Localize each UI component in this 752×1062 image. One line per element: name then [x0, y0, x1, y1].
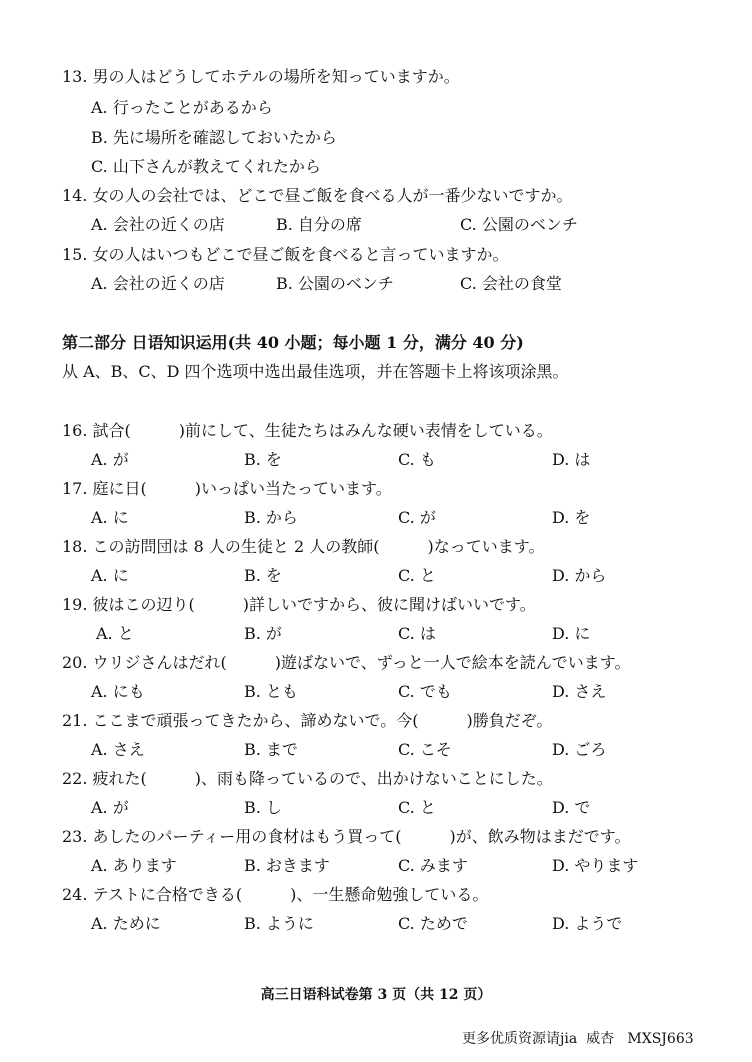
option-24a: A. ために [91, 914, 161, 933]
question-16: 16. 試合( )前にして、生徒たちはみんな硬い表情をしている。 [62, 421, 553, 440]
option-24b: B. ように [244, 914, 314, 933]
option-14c: C. 公園のベンチ [460, 215, 578, 234]
option-24d: D. ようで [552, 914, 623, 933]
option-21a: A. さえ [91, 740, 145, 759]
option-22a: A. が [91, 798, 129, 817]
option-23b: B. おきます [244, 856, 330, 875]
option-19b: B. が [244, 624, 282, 643]
option-17b: B. から [244, 508, 298, 527]
option-13b: B. 先に場所を確認しておいたから [91, 128, 337, 147]
option-18a: A. に [91, 566, 129, 585]
question-13: 13. 男の人はどうしてホテルの場所を知っていますか。 [62, 67, 460, 86]
question-24: 24. テストに合格できる( )、一生懸命勉強している。 [62, 885, 489, 904]
option-19c: C. は [398, 624, 436, 643]
page-footer: 高三日语科试卷第 3 页（共 12 页） [260, 987, 492, 1003]
option-19a: A. と [96, 624, 134, 643]
option-16a: A. が [91, 450, 129, 469]
question-15: 15. 女の人はいつもどこで昼ご飯を食べると言っていますか。 [62, 245, 509, 264]
question-21: 21. ここまで頑張ってきたから、諦めないで。今( )勝負だぞ。 [62, 711, 553, 730]
question-17: 17. 庭に日( )いっぱい当たっています。 [62, 479, 392, 498]
option-20d: D. さえ [552, 682, 607, 701]
option-22b: B. し [244, 798, 282, 817]
question-18: 18. この訪問団は 8 人の生徒と 2 人の教師( )なっています。 [62, 537, 545, 556]
question-19: 19. 彼はこの辺り( )詳しいですから、彼に聞けばいいです。 [62, 595, 536, 614]
option-17a: A. に [91, 508, 129, 527]
option-17d: D. を [552, 508, 591, 527]
option-18b: B. を [244, 566, 282, 585]
option-14b: B. 自分の席 [276, 215, 362, 234]
option-16b: B. を [244, 450, 282, 469]
option-16c: C. も [398, 450, 436, 469]
option-18c: C. と [398, 566, 436, 585]
option-23a: A. あります [91, 856, 177, 875]
option-15b: B. 公園のベンチ [276, 274, 394, 293]
option-18d: D. から [552, 566, 607, 585]
option-21c: C. こそ [398, 740, 452, 759]
option-22d: D. で [552, 798, 591, 817]
promo-text: 更多优质资源请jia 威杏 MXSJ663 [462, 1031, 694, 1047]
option-22c: C. と [398, 798, 436, 817]
option-14a: A. 会社の近くの店 [91, 215, 225, 234]
option-20c: C. でも [398, 682, 452, 701]
question-23: 23. あしたのパーティー用の食材はもう買って( )が、飲み物はまだです。 [62, 827, 631, 846]
option-24c: C. ためで [398, 914, 468, 933]
option-23d: D. やります [552, 856, 639, 875]
option-15a: A. 会社の近くの店 [91, 274, 225, 293]
option-21d: D. ごろ [552, 740, 607, 759]
option-13c: C. 山下さんが教えてくれたから [91, 157, 321, 176]
question-20: 20. ウリジさんはだれ( )遊ばないで、ずっと一人で絵本を読んでいます。 [62, 653, 631, 672]
option-23c: C. みます [398, 856, 468, 875]
option-13a: A. 行ったことがあるから [91, 98, 273, 117]
section-title: 第二部分 日语知识运用(共 40 小题；每小题 1 分，满分 40 分) [62, 333, 524, 352]
option-20a: A. にも [91, 682, 145, 701]
option-15c: C. 会社の食堂 [460, 274, 562, 293]
question-22: 22. 疲れた( )、雨も降っているので、出かけないことにした。 [62, 769, 553, 788]
option-19d: D. に [552, 624, 591, 643]
question-14: 14. 女の人の会社では、どこで昼ご飯を食べる人が一番少ないですか。 [62, 186, 573, 205]
section-instruction: 从 A、B、C、D 四个选项中选出最佳选项，并在答题卡上将该项涂黑。 [62, 362, 569, 381]
option-16d: D. は [552, 450, 591, 469]
option-17c: C. が [398, 508, 436, 527]
option-20b: B. とも [244, 682, 298, 701]
option-21b: B. まで [244, 740, 298, 759]
